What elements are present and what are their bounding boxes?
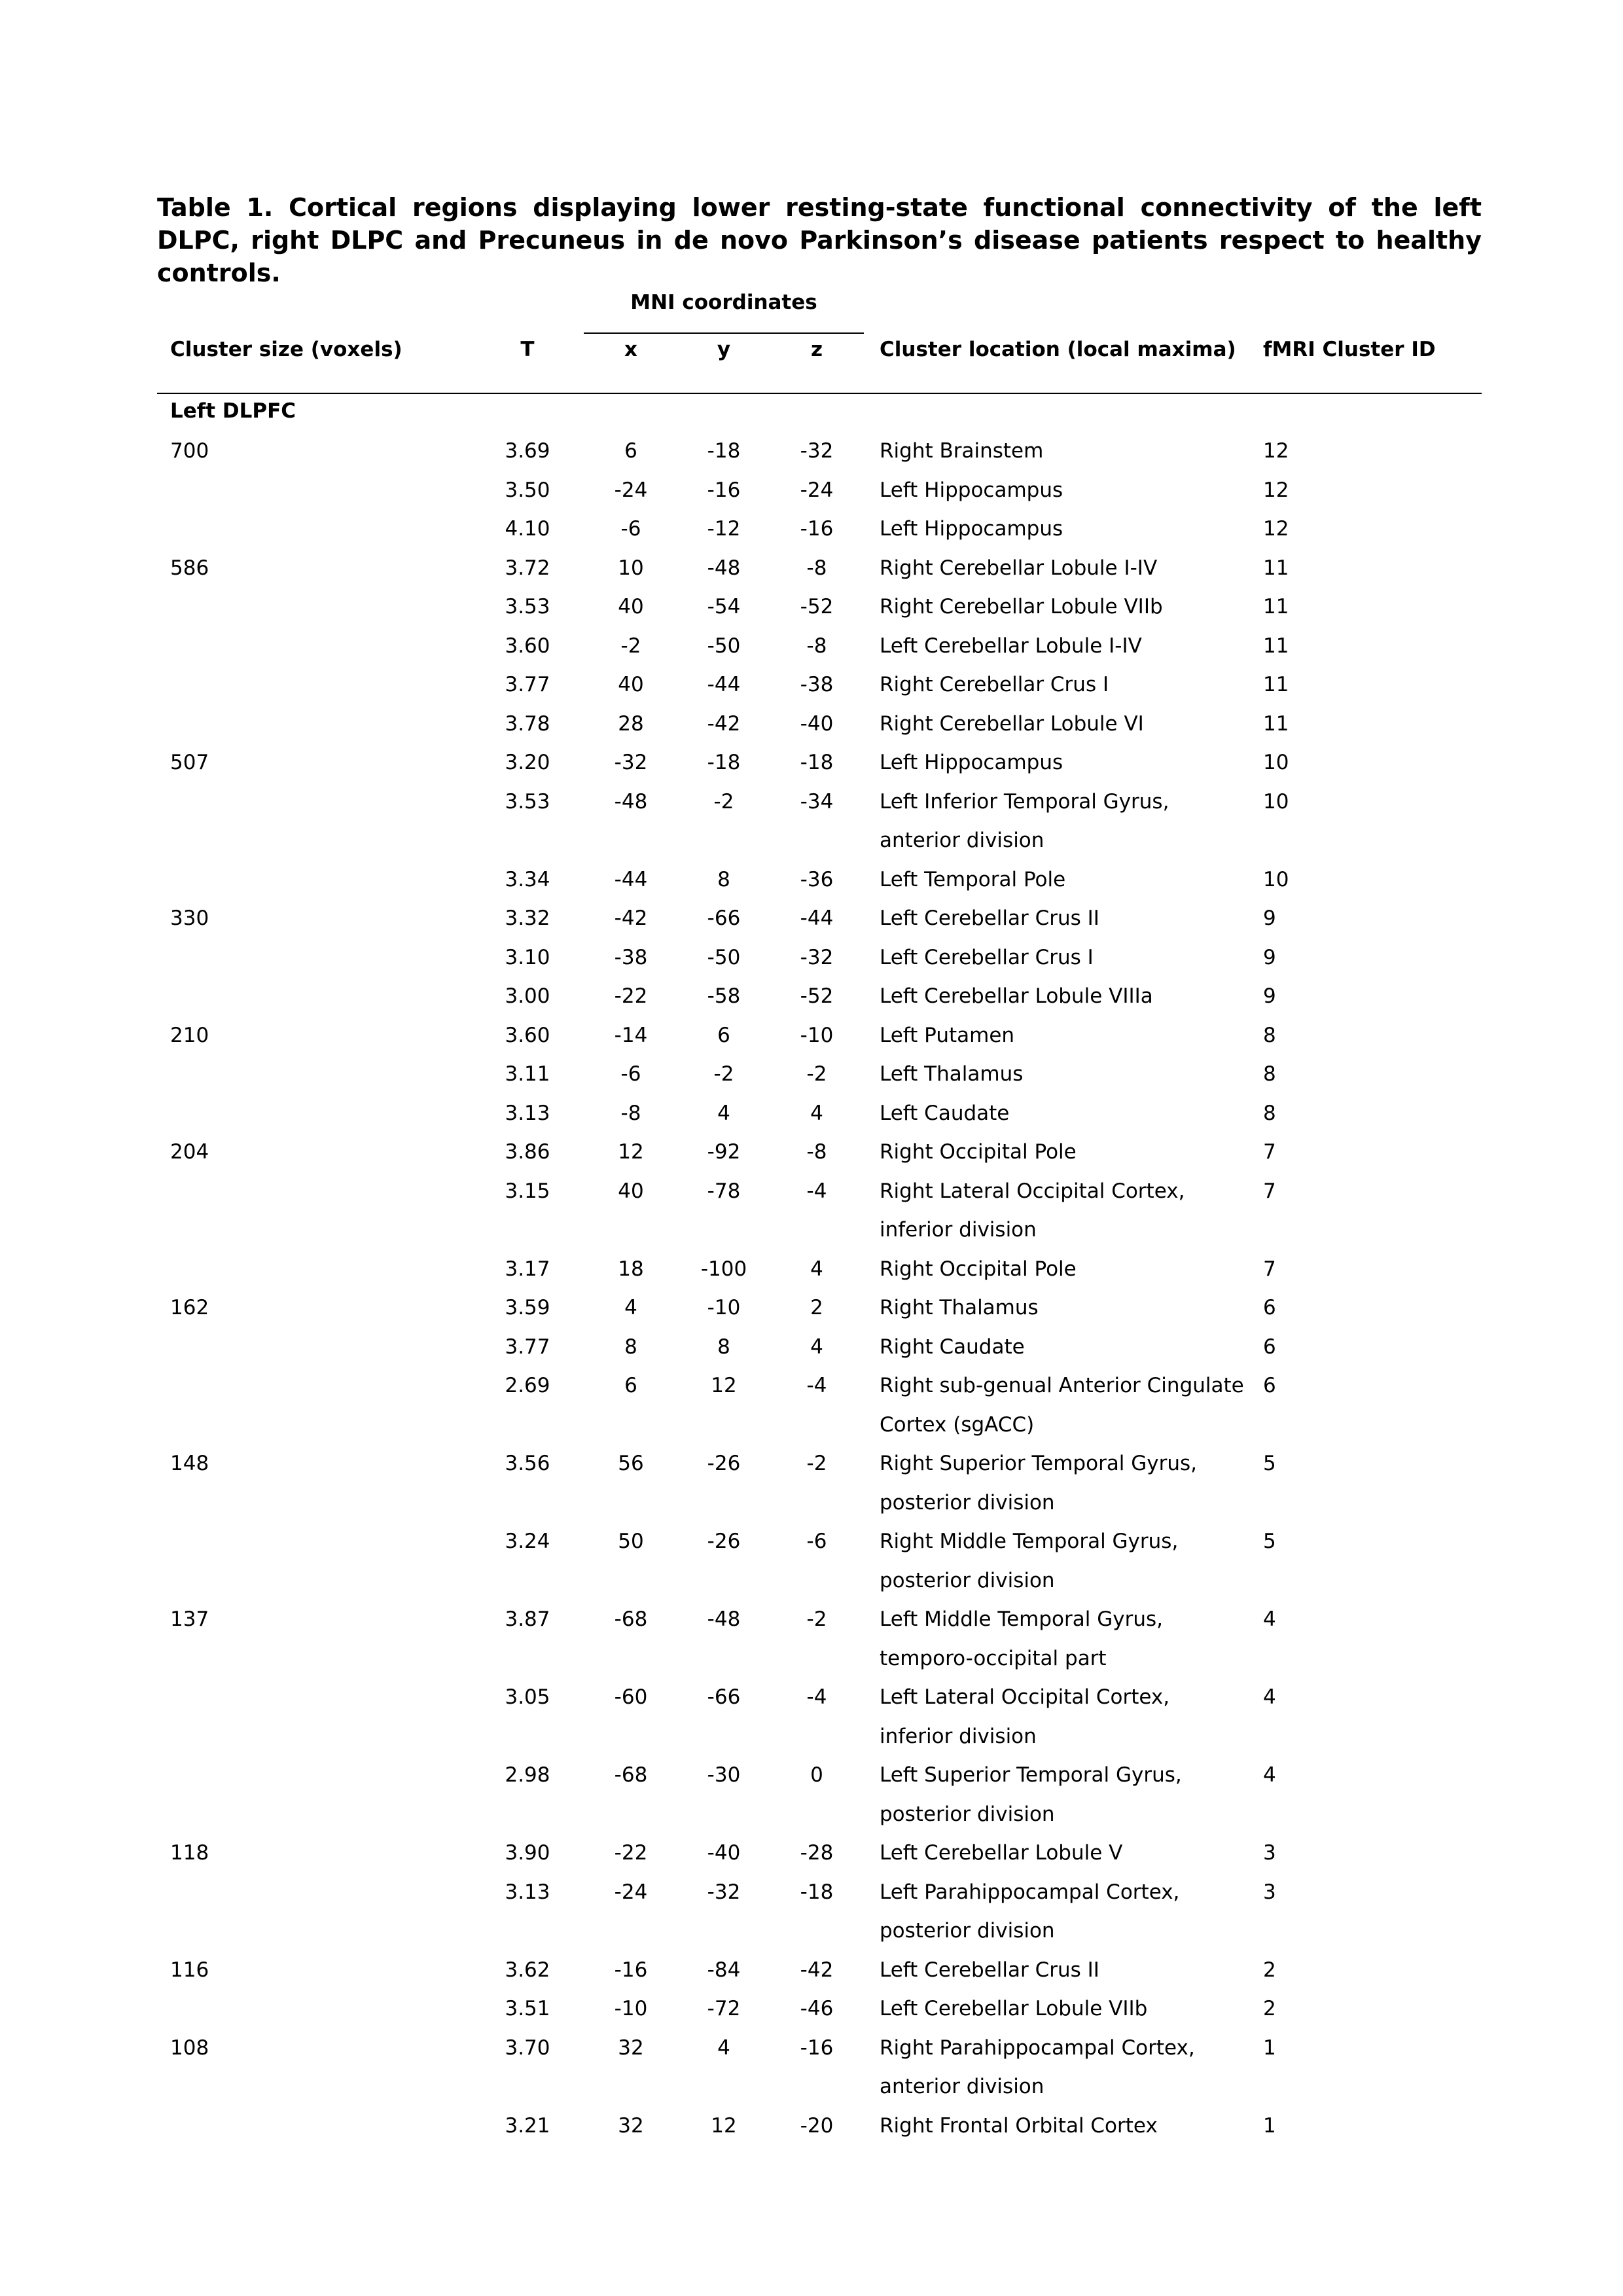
t-value-cell: 3.86	[505, 1140, 550, 1164]
z-coordinate-cell: -18	[800, 751, 834, 774]
x-coordinate-cell: -48	[614, 789, 648, 814]
cluster-location-cell: Left Putamen	[880, 1023, 1015, 1047]
y-header: y	[717, 338, 731, 361]
table-row	[0, 432, 1623, 471]
table-row	[0, 2029, 1623, 2107]
y-coordinate-cell: 8	[717, 1335, 730, 1359]
table-body	[0, 432, 1623, 2145]
z-coordinate-cell: -44	[800, 906, 834, 930]
z-coordinate-cell: -18	[800, 1880, 834, 1904]
table-row	[0, 899, 1623, 939]
x-coordinate-cell: 40	[618, 595, 644, 619]
t-value-cell: 3.77	[505, 1335, 550, 1359]
x-coordinate-cell: -8	[620, 1101, 641, 1125]
cluster-size-cell: 137	[170, 1607, 209, 1631]
z-coordinate-cell: -20	[800, 2113, 834, 2138]
x-coordinate-cell: 32	[618, 2113, 644, 2138]
x-coordinate-cell: -6	[620, 517, 641, 541]
table-row	[0, 977, 1623, 1016]
x-coordinate-cell: 6	[624, 1374, 637, 1397]
y-coordinate-cell: -40	[707, 1841, 741, 1865]
table-row	[0, 1328, 1623, 1367]
cluster-id-header: fMRI Cluster ID	[1263, 338, 1436, 361]
mni-header-rule	[584, 332, 864, 334]
y-coordinate-cell: -10	[707, 1296, 741, 1319]
cluster-location-cell: Left Cerebellar Crus II	[880, 906, 1099, 930]
table-row	[0, 705, 1623, 744]
mni-coordinates-header: MNI coordinates	[630, 291, 817, 314]
cluster-id-cell: 8	[1263, 1101, 1276, 1125]
cluster-location-cell: Left Temporal Pole	[880, 867, 1066, 891]
x-coordinate-cell: -10	[614, 1997, 648, 2020]
y-coordinate-cell: -16	[707, 478, 741, 502]
cluster-id-cell: 6	[1263, 1296, 1276, 1319]
t-value-cell: 3.13	[505, 1101, 550, 1125]
x-coordinate-cell: 12	[618, 1140, 644, 1164]
cluster-id-cell: 3	[1263, 1841, 1276, 1865]
cluster-id-cell: 3	[1263, 1880, 1276, 1904]
table-row	[0, 939, 1623, 978]
cluster-location-cell: Right Parahippocampal Cortex, anterior division	[880, 2036, 1195, 2098]
cluster-size-cell: 330	[170, 906, 209, 930]
x-coordinate-cell: -16	[614, 1958, 648, 1982]
x-coordinate-cell: 56	[618, 1452, 644, 1475]
t-value-cell: 3.20	[505, 751, 550, 774]
table-row	[0, 2107, 1623, 2146]
table-row	[0, 1094, 1623, 1134]
cluster-id-cell: 10	[1263, 867, 1289, 891]
cluster-id-cell: 12	[1263, 517, 1289, 541]
y-coordinate-cell: -50	[707, 945, 741, 969]
y-coordinate-cell: -26	[707, 1452, 741, 1475]
y-coordinate-cell: 4	[717, 1101, 730, 1125]
table-row	[0, 1133, 1623, 1172]
cluster-id-cell: 5	[1263, 1530, 1276, 1553]
table-row	[0, 1172, 1623, 1250]
section-title: Left DLPFC	[170, 399, 296, 423]
y-coordinate-cell: -84	[707, 1958, 741, 1982]
t-value-cell: 3.62	[505, 1958, 550, 1982]
t-value-cell: 3.32	[505, 906, 550, 930]
y-coordinate-cell: 8	[717, 867, 730, 891]
table-row	[0, 1250, 1623, 1289]
cluster-location-cell: Right Lateral Occipital Cortex, inferior division	[880, 1179, 1185, 1242]
cluster-id-cell: 10	[1263, 789, 1289, 814]
cluster-location-cell: Right Cerebellar Lobule I-IV	[880, 556, 1158, 580]
cluster-id-cell: 10	[1263, 751, 1289, 774]
z-coordinate-cell: -32	[800, 439, 834, 463]
y-coordinate-cell: -12	[707, 517, 741, 541]
t-value-cell: 3.60	[505, 634, 550, 658]
cluster-size-cell: 118	[170, 1841, 209, 1865]
cluster-location-cell: Left Caudate	[880, 1101, 1010, 1125]
cluster-location-cell: Left Parahippocampal Cortex, posterior division	[880, 1880, 1180, 1943]
y-coordinate-cell: -32	[707, 1880, 741, 1904]
x-coordinate-cell: -6	[620, 1062, 641, 1086]
cluster-size-cell: 700	[170, 439, 209, 463]
table-row	[0, 588, 1623, 627]
y-coordinate-cell: 4	[717, 2036, 730, 2060]
y-coordinate-cell: -26	[707, 1530, 741, 1553]
cluster-location-cell: Left Inferior Temporal Gyrus, anterior division	[880, 789, 1169, 852]
cluster-id-cell: 11	[1263, 673, 1289, 696]
x-coordinate-cell: -14	[614, 1023, 648, 1047]
x-coordinate-cell: 18	[618, 1257, 644, 1281]
x-coordinate-cell: -24	[614, 478, 648, 502]
cluster-size-cell: 108	[170, 2036, 209, 2060]
cluster-location-cell: Left Cerebellar Lobule V	[880, 1841, 1123, 1865]
z-coordinate-cell: -8	[806, 1140, 827, 1164]
t-value-cell: 3.70	[505, 2036, 550, 2060]
y-coordinate-cell: -66	[707, 1685, 741, 1709]
table-row	[0, 1678, 1623, 1756]
cluster-id-cell: 9	[1263, 906, 1276, 930]
x-coordinate-cell: -22	[614, 984, 648, 1008]
table-row	[0, 1367, 1623, 1444]
cluster-location-cell: Right Occipital Pole	[880, 1257, 1077, 1281]
table-row	[0, 1016, 1623, 1056]
table-row	[0, 1951, 1623, 1990]
y-coordinate-cell: -18	[707, 439, 741, 463]
cluster-location-cell: Right Cerebellar Crus I	[880, 673, 1109, 696]
cluster-location-cell: Left Hippocampus	[880, 751, 1063, 774]
cluster-location-cell: Left Hippocampus	[880, 517, 1063, 541]
z-coordinate-cell: -4	[806, 1179, 827, 1203]
table-row	[0, 549, 1623, 588]
x-coordinate-cell: 8	[624, 1335, 637, 1359]
cluster-size-cell: 162	[170, 1296, 209, 1319]
cluster-id-cell: 12	[1263, 439, 1289, 463]
table-row	[0, 861, 1623, 900]
cluster-location-cell: Right sub-genual Anterior Cingulate Cortex (sgACC)	[880, 1374, 1244, 1437]
z-coordinate-cell: 0	[810, 1763, 823, 1787]
cluster-id-cell: 4	[1263, 1763, 1276, 1787]
table-row	[0, 510, 1623, 549]
t-value-cell: 3.34	[505, 867, 550, 891]
x-coordinate-cell: -68	[614, 1607, 648, 1631]
z-coordinate-cell: 2	[810, 1296, 823, 1319]
cluster-size-cell: 148	[170, 1452, 209, 1475]
table-row	[0, 627, 1623, 666]
cluster-id-cell: 4	[1263, 1607, 1276, 1631]
table-row	[0, 1600, 1623, 1678]
cluster-id-cell: 11	[1263, 595, 1289, 619]
z-coordinate-cell: 4	[810, 1335, 823, 1359]
y-coordinate-cell: -48	[707, 1607, 741, 1631]
cluster-location-cell: Right Caudate	[880, 1335, 1025, 1359]
table-row	[0, 744, 1623, 783]
x-coordinate-cell: -22	[614, 1841, 648, 1865]
cluster-id-cell: 4	[1263, 1685, 1276, 1709]
x-coordinate-cell: -2	[620, 634, 641, 658]
t-value-cell: 3.05	[505, 1685, 550, 1709]
cluster-id-cell: 1	[1263, 2036, 1276, 2060]
cluster-id-cell: 11	[1263, 634, 1289, 658]
t-value-cell: 3.13	[505, 1880, 550, 1904]
z-header: z	[810, 338, 823, 361]
t-value-cell: 3.53	[505, 595, 550, 619]
z-coordinate-cell: -2	[806, 1607, 827, 1631]
y-coordinate-cell: 6	[717, 1023, 730, 1047]
table-row	[0, 1289, 1623, 1328]
x-coordinate-cell: 4	[624, 1296, 637, 1319]
x-coordinate-cell: -38	[614, 945, 648, 969]
z-coordinate-cell: -10	[800, 1023, 834, 1047]
cluster-size-cell: 204	[170, 1140, 209, 1164]
z-coordinate-cell: 4	[810, 1101, 823, 1125]
x-coordinate-cell: 28	[618, 711, 644, 736]
z-coordinate-cell: -34	[800, 789, 834, 814]
t-value-cell: 3.77	[505, 673, 550, 696]
cluster-size-cell: 116	[170, 1958, 209, 1982]
cluster-id-cell: 7	[1263, 1140, 1276, 1164]
cluster-location-cell: Left Cerebellar Crus II	[880, 1958, 1099, 1982]
cluster-size-cell: 586	[170, 556, 209, 580]
z-coordinate-cell: -38	[800, 673, 834, 696]
cluster-size-cell: 210	[170, 1023, 209, 1047]
t-value-cell: 3.59	[505, 1296, 550, 1319]
z-coordinate-cell: -52	[800, 984, 834, 1008]
cluster-id-cell: 8	[1263, 1062, 1276, 1086]
y-coordinate-cell: -100	[700, 1257, 747, 1281]
cluster-id-cell: 1	[1263, 2113, 1276, 2138]
cluster-id-cell: 12	[1263, 478, 1289, 502]
z-coordinate-cell: -24	[800, 478, 834, 502]
header-rule	[157, 393, 1482, 394]
t-value-cell: 3.90	[505, 1841, 550, 1865]
z-coordinate-cell: -8	[806, 556, 827, 580]
t-value-cell: 3.50	[505, 478, 550, 502]
cluster-id-cell: 11	[1263, 556, 1289, 580]
table-row	[0, 1756, 1623, 1834]
t-value-cell: 3.72	[505, 556, 550, 580]
z-coordinate-cell: -46	[800, 1997, 834, 2020]
table-row	[0, 1990, 1623, 2029]
cluster-location-cell: Left Cerebellar Crus I	[880, 945, 1094, 969]
t-value-cell: 3.00	[505, 984, 550, 1008]
y-coordinate-cell: -48	[707, 556, 741, 580]
t-value-cell: 4.10	[505, 517, 550, 541]
table-row	[0, 1444, 1623, 1522]
cluster-location-cell: Right Middle Temporal Gyrus, posterior division	[880, 1530, 1179, 1592]
table-row	[0, 666, 1623, 705]
cluster-id-cell: 7	[1263, 1257, 1276, 1281]
cluster-id-cell: 7	[1263, 1179, 1276, 1203]
x-coordinate-cell: -42	[614, 906, 648, 930]
x-coordinate-cell: 32	[618, 2036, 644, 2060]
y-coordinate-cell: -2	[713, 1062, 734, 1086]
t-value-cell: 2.69	[505, 1374, 550, 1397]
z-coordinate-cell: -6	[806, 1530, 827, 1553]
cluster-id-cell: 9	[1263, 945, 1276, 969]
z-coordinate-cell: -42	[800, 1958, 834, 1982]
table-row	[0, 783, 1623, 861]
cluster-id-cell: 5	[1263, 1452, 1276, 1475]
x-coordinate-cell: -32	[614, 751, 648, 774]
t-value-cell: 3.21	[505, 2113, 550, 2138]
x-coordinate-cell: -60	[614, 1685, 648, 1709]
table-title: Table 1. Cortical regions displaying lower resting-state functional connectivity of the left DLPC, right DLPC and Precuneus in de novo Parkinson’s disease patients respect to healthy controls.	[157, 193, 1482, 287]
cluster-id-cell: 6	[1263, 1335, 1276, 1359]
table-row	[0, 1522, 1623, 1600]
t-value-cell: 3.17	[505, 1257, 550, 1281]
cluster-location-cell: Right Occipital Pole	[880, 1140, 1077, 1164]
z-coordinate-cell: -40	[800, 711, 834, 736]
cluster-id-cell: 9	[1263, 984, 1276, 1008]
cluster-location-cell: Right Superior Temporal Gyrus, posterior division	[880, 1452, 1198, 1515]
z-coordinate-cell: -2	[806, 1062, 827, 1086]
cluster-location-cell: Right Frontal Orbital Cortex	[880, 2113, 1158, 2138]
t-value-cell: 3.10	[505, 945, 550, 969]
table-row	[0, 1055, 1623, 1094]
x-coordinate-cell: 40	[618, 673, 644, 696]
t-value-cell: 3.56	[505, 1452, 550, 1475]
y-coordinate-cell: -50	[707, 634, 741, 658]
t-value-cell: 3.51	[505, 1997, 550, 2020]
cluster-id-cell: 2	[1263, 1958, 1276, 1982]
z-coordinate-cell: -16	[800, 517, 834, 541]
t-value-cell: 3.11	[505, 1062, 550, 1086]
cluster-size-cell: 507	[170, 751, 209, 774]
z-coordinate-cell: -36	[800, 867, 834, 891]
location-header: Cluster location (local maxima)	[880, 338, 1236, 361]
y-coordinate-cell: -2	[713, 789, 734, 814]
t-value-cell: 3.15	[505, 1179, 550, 1203]
z-coordinate-cell: -52	[800, 595, 834, 619]
z-coordinate-cell: 4	[810, 1257, 823, 1281]
y-coordinate-cell: -66	[707, 906, 741, 930]
cluster-id-cell: 2	[1263, 1997, 1276, 2020]
cluster-location-cell: Right Cerebellar Lobule VIIb	[880, 595, 1163, 619]
x-coordinate-cell: 6	[624, 439, 637, 463]
cluster-location-cell: Left Cerebellar Lobule VIIb	[880, 1997, 1148, 2020]
z-coordinate-cell: -8	[806, 634, 827, 658]
t-value-cell: 3.60	[505, 1023, 550, 1047]
y-coordinate-cell: -44	[707, 673, 741, 696]
cluster-location-cell: Right Brainstem	[880, 439, 1044, 463]
z-coordinate-cell: -16	[800, 2036, 834, 2060]
y-coordinate-cell: -78	[707, 1179, 741, 1203]
y-coordinate-cell: -30	[707, 1763, 741, 1787]
x-header: x	[624, 338, 637, 361]
y-coordinate-cell: 12	[711, 2113, 737, 2138]
table-row	[0, 1834, 1623, 1873]
cluster-location-cell: Left Cerebellar Lobule VIIIa	[880, 984, 1153, 1008]
z-coordinate-cell: -2	[806, 1452, 827, 1475]
t-value-cell: 3.53	[505, 789, 550, 814]
y-coordinate-cell: -42	[707, 711, 741, 736]
t-value-cell: 3.24	[505, 1530, 550, 1553]
y-coordinate-cell: -72	[707, 1997, 741, 2020]
cluster-location-cell: Left Middle Temporal Gyrus, temporo-occipital part	[880, 1607, 1163, 1670]
y-coordinate-cell: -18	[707, 751, 741, 774]
x-coordinate-cell: -24	[614, 1880, 648, 1904]
t-value-cell: 3.78	[505, 711, 550, 736]
cluster-size-header: Cluster size (voxels)	[170, 338, 402, 361]
z-coordinate-cell: -28	[800, 1841, 834, 1865]
cluster-location-cell: Right Thalamus	[880, 1296, 1039, 1319]
z-coordinate-cell: -4	[806, 1685, 827, 1709]
y-coordinate-cell: -54	[707, 595, 741, 619]
t-value-cell: 2.98	[505, 1763, 550, 1787]
cluster-location-cell: Left Superior Temporal Gyrus, posterior division	[880, 1763, 1182, 1826]
t-value-cell: 3.69	[505, 439, 550, 463]
cluster-id-cell: 6	[1263, 1374, 1276, 1397]
cluster-location-cell: Right Cerebellar Lobule VI	[880, 711, 1144, 736]
x-coordinate-cell: 40	[618, 1179, 644, 1203]
table-row	[0, 471, 1623, 511]
y-coordinate-cell: -58	[707, 984, 741, 1008]
table-row	[0, 1873, 1623, 1951]
cluster-location-cell: Left Lateral Occipital Cortex, inferior division	[880, 1685, 1170, 1748]
x-coordinate-cell: -44	[614, 867, 648, 891]
cluster-id-cell: 11	[1263, 711, 1289, 736]
cluster-id-cell: 8	[1263, 1023, 1276, 1047]
cluster-location-cell: Left Cerebellar Lobule I-IV	[880, 634, 1142, 658]
z-coordinate-cell: -32	[800, 945, 834, 969]
y-coordinate-cell: 12	[711, 1374, 737, 1397]
cluster-location-cell: Left Hippocampus	[880, 478, 1063, 502]
x-coordinate-cell: 10	[618, 556, 644, 580]
y-coordinate-cell: -92	[707, 1140, 741, 1164]
cluster-location-cell: Left Thalamus	[880, 1062, 1024, 1086]
x-coordinate-cell: -68	[614, 1763, 648, 1787]
z-coordinate-cell: -4	[806, 1374, 827, 1397]
t-header: T	[520, 338, 535, 361]
x-coordinate-cell: 50	[618, 1530, 644, 1553]
t-value-cell: 3.87	[505, 1607, 550, 1631]
